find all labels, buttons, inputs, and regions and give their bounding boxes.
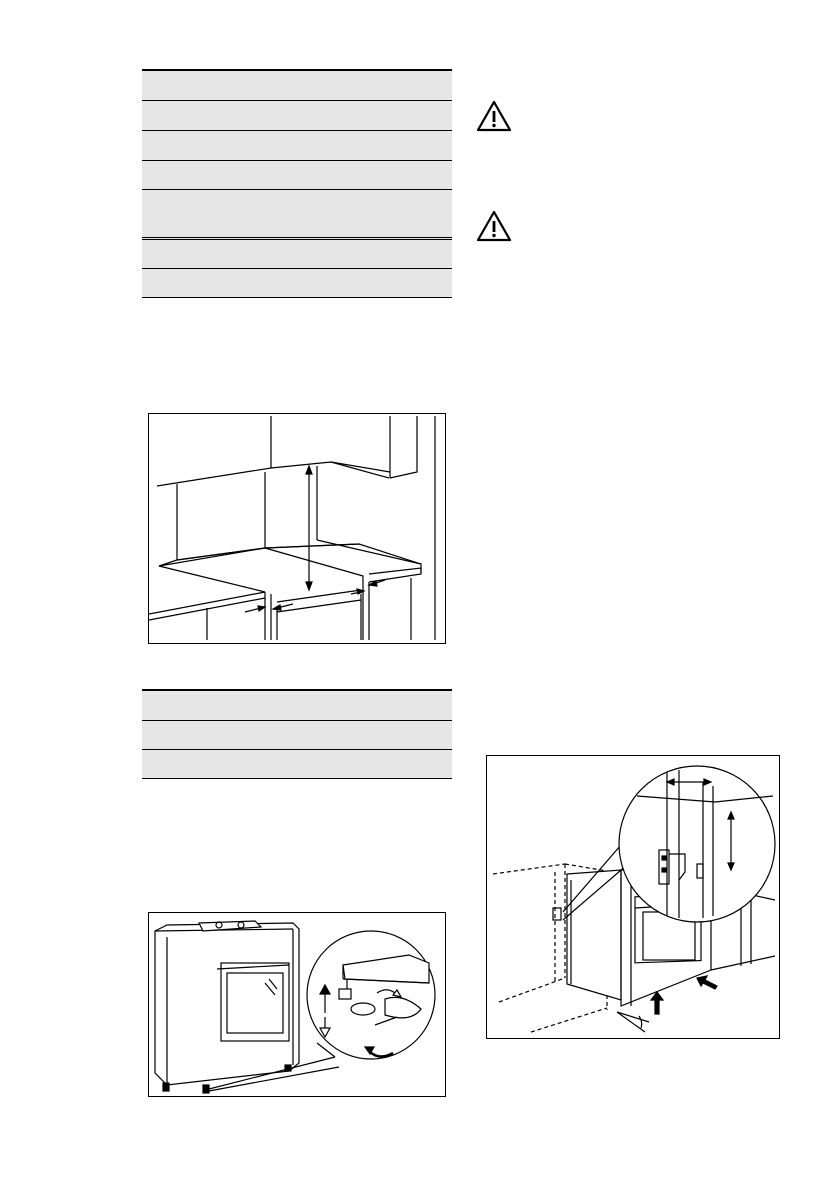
table-row	[142, 190, 452, 240]
table-row	[142, 131, 452, 161]
table-row	[142, 69, 452, 101]
specs-table	[142, 69, 452, 298]
table-row	[142, 750, 452, 779]
table-row	[142, 721, 452, 750]
table-row	[142, 689, 452, 721]
warning-triangle-icon	[476, 100, 512, 132]
table-row	[142, 101, 452, 131]
warning-triangle-icon	[476, 210, 512, 242]
levelling-figure	[148, 912, 446, 1097]
table-row	[142, 269, 452, 298]
dimensions-table	[142, 689, 452, 779]
anti-tilt-figure	[486, 755, 780, 1039]
table-row	[142, 161, 452, 190]
table-row	[142, 240, 452, 269]
installation-distances-figure	[148, 413, 446, 644]
